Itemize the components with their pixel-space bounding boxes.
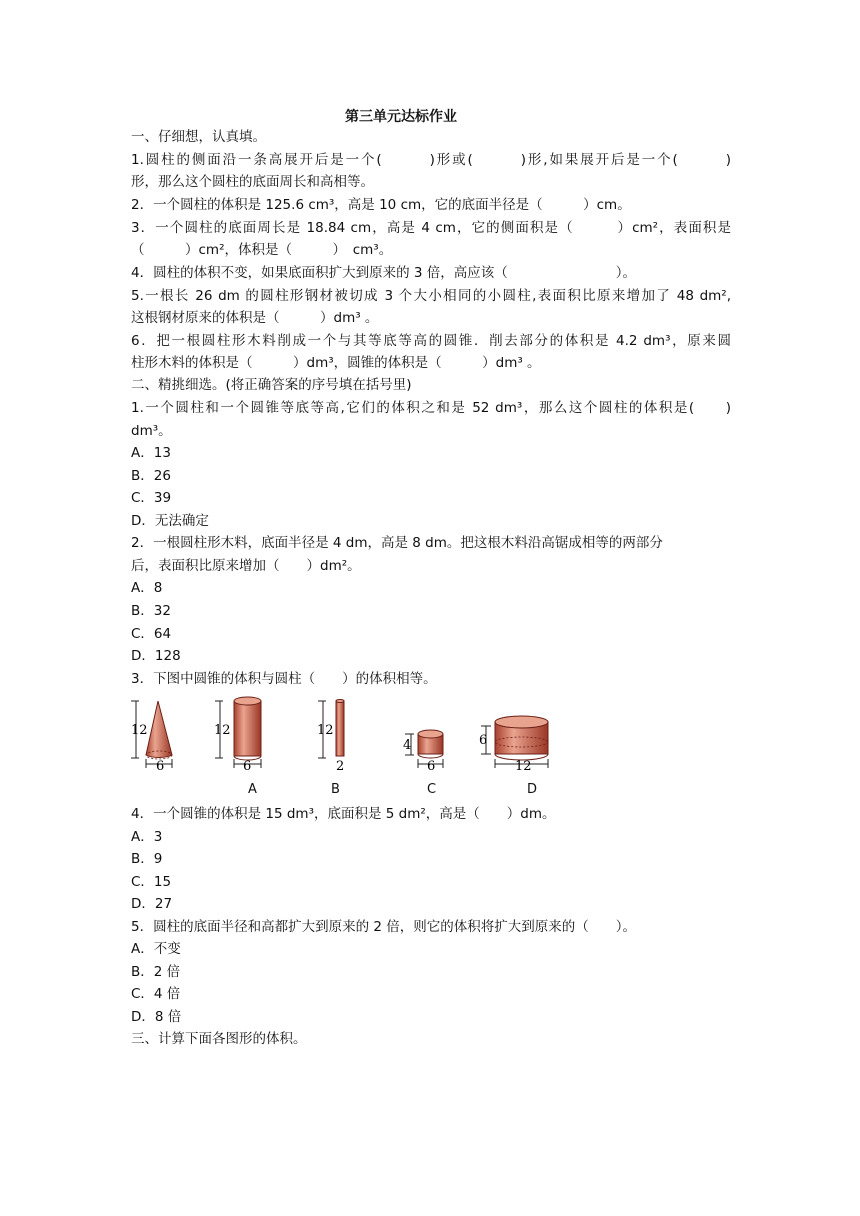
cone-solid [131,701,172,774]
cylinder-d-height-label: 6 [479,733,488,748]
q1-5-line1: 5.一根长 26 dm 的圆柱形钢材被切成 3 个大小相同的小圆柱,表面积比原来增加了 48 dm², [131,288,731,304]
cylinder-b-diameter-label: 2 [336,759,345,774]
cylinder-c-diameter-label: 6 [427,759,436,774]
q1-6-line1: 6．把一根圆柱形木料削成一个与其等底等高的圆锥．削去部分的体积是 4.2 dm³，原来圆 [131,333,731,349]
q1-3-line2: （ ）cm²，体积是（ ） cm³。 [131,242,393,258]
q2-5-option-b: B．2 倍 [131,964,181,980]
q2-4-option-d: D．27 [131,896,173,912]
page-title: 第三单元达标作业 [345,109,457,125]
cylinder-b [317,700,344,775]
q1-5-line2: 这根钢材原来的体积是（ ）dm³ 。 [131,310,379,326]
option-label-a: A [248,782,257,797]
q2-1-line2: dm³。 [131,423,172,439]
q2-4: 4．一个圆锥的体积是 15 dm³，底面积是 5 dm²，高是（ ）dm。 [131,806,556,822]
cylinder-c [403,730,443,774]
option-label-c: C [427,782,437,797]
cylinder-a [214,697,261,774]
q2-2-line2: 后，表面积比原来增加（ ）dm²。 [131,558,361,574]
cylinder-d [479,716,548,774]
q2-1-line1: 1.一个圆柱和一个圆锥等底等高,它们的体积之和是 52 dm³，那么这个圆柱的体积是( ) [131,400,731,416]
cone-diameter-label: 6 [156,759,165,774]
q2-2-line1: 2．一根圆柱形木料，底面半径是 4 dm，高是 8 dm。把这根木料沿高锯成相等的两部分 [131,535,663,551]
cylinder-b-height-label: 12 [317,723,334,738]
q2-5-option-a: A．不变 [131,941,181,957]
q2-1-option-a: A．13 [131,445,171,461]
q2-2-option-a: A．8 [131,580,163,596]
q1-1-line2: 形，那么这个圆柱的底面周长和高相等。 [131,174,374,190]
q2-2-option-b: B．32 [131,603,171,619]
q1-3-line1: 3．一个圆柱的底面周长是 18.84 cm，高是 4 cm，它的侧面积是（ ）cm²，表面积是 [131,220,731,236]
q2-1-option-c: C．39 [131,490,172,506]
q2-1-option-b: B．26 [131,468,171,484]
section-3-heading: 三、计算下面各图形的体积。 [131,1031,307,1047]
q2-4-option-c: C．15 [131,874,172,890]
cylinder-a-height-label: 12 [214,723,231,738]
q1-6-line2: 柱形木料的体积是（ ）dm³，圆锥的体积是（ ）dm³ 。 [131,355,541,371]
cylinder-c-height-label: 4 [403,738,412,753]
q2-4-option-b: B．9 [131,851,163,867]
option-label-d: D [527,782,538,797]
q2-5: 5．圆柱的底面半径和高都扩大到原来的 2 倍，则它的体积将扩大到原来的（ ）。 [131,919,637,935]
section-2-heading: 二、精挑细选。(将正确答案的序号填在括号里) [131,377,412,393]
cylinder-a-diameter-label: 6 [243,759,252,774]
q1-2: 2．一个圆柱的体积是 125.6 cm³，高是 10 cm，它的底面半径是（ ）cm。 [131,197,631,213]
q2-2-option-d: D．128 [131,648,181,664]
option-label-b: B [331,782,340,797]
q2-1-option-d: D．无法确定 [131,513,209,529]
q2-5-option-d: D．8 倍 [131,1009,182,1025]
section-1-heading: 一、仔细想，认真填。 [131,129,266,145]
cone-height-label: 12 [131,723,148,738]
solids-figure [131,696,561,774]
q2-3: 3．下图中圆锥的体积与圆柱（ ）的体积相等。 [131,671,437,687]
cylinder-d-diameter-label: 12 [515,759,532,774]
q2-4-option-a: A．3 [131,829,163,845]
q2-5-option-c: C．4 倍 [131,986,181,1002]
q2-2-option-c: C．64 [131,626,172,642]
q1-4: 4．圆柱的体积不变，如果底面积扩大到原来的 3 倍，高应该（ ）。 [131,265,637,281]
q1-1-line1: 1.圆柱的侧面沿一条高展开后是一个( )形或( )形,如果展开后是一个( ) [131,152,731,168]
